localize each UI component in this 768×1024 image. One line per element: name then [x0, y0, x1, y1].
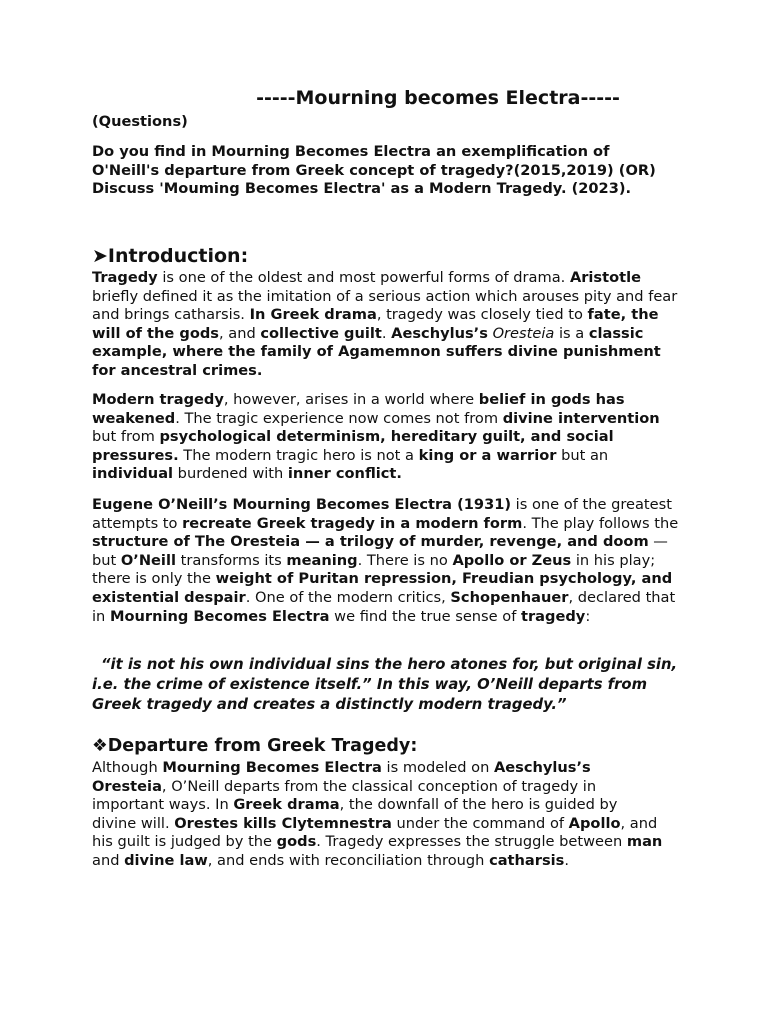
text-run: is one of the oldest and most powerful forms of drama.: [157, 269, 570, 286]
text-run: . One of the modern critics,: [245, 588, 451, 606]
text-run: classic example, where the family of Agamemnon suffers divine punishment for ancestral crimes.: [92, 324, 661, 379]
text-run: Tragedy: [92, 269, 158, 286]
text-run: Apollo or Zeus: [452, 551, 572, 569]
text-run: king or a warrior: [418, 446, 557, 464]
text-run: O’Neill: [120, 551, 176, 569]
text-run: inner conflict.: [287, 465, 402, 483]
departure-paragraph: [92, 759, 664, 871]
text-run: divine law: [124, 851, 208, 869]
text-run: collective guilt: [260, 324, 382, 342]
text-run: Aristotle: [569, 269, 641, 286]
departure-heading: [92, 734, 417, 758]
questions-label: (Questions): [92, 113, 188, 130]
intro-paragraph-3: [92, 496, 688, 626]
text-run: man: [626, 833, 663, 851]
text-run: transforms its: [175, 551, 287, 569]
quote-text: “it is not his own individual sins the hero atones for, but original sin, i.e. the crime of existence itself.” In this way, O’Neill departs from Greek tragedy and creates a distinctly modern tragedy.”: [92, 656, 678, 713]
text-run: The modern tragic hero is not a: [178, 446, 419, 464]
text-run: Orestes kills Clytemnestra: [174, 814, 392, 832]
intro-paragraph-1: [92, 269, 688, 381]
text-run: .: [381, 324, 392, 342]
text-run: Schopenhauer: [450, 588, 569, 606]
text-run: but from: [92, 428, 160, 446]
text-run: Mourning Becomes Electra: [109, 607, 330, 625]
text-run: Apollo: [568, 814, 621, 832]
text-run: tragedy: [521, 607, 586, 625]
text-run: burdened with: [173, 465, 288, 483]
text-run: but an: [556, 446, 609, 464]
text-run: , and his guilt is judged by the: [92, 814, 658, 851]
diamond-bullet-icon: ❖: [92, 736, 108, 756]
schopenhauer-quote: [92, 655, 682, 715]
text-run: , and: [218, 324, 261, 342]
text-run: catharsis: [489, 851, 565, 869]
text-run: Although: [92, 759, 163, 776]
departure-heading-text: Departure from Greek Tragedy:: [107, 736, 418, 756]
text-run: belief in gods has weakened: [92, 391, 625, 427]
text-run: individual: [92, 465, 174, 483]
text-run: is a: [554, 324, 589, 342]
text-run: .: [564, 851, 569, 869]
text-run: structure of The Oresteia — a trilogy of murder, revenge, and doom: [92, 533, 649, 551]
intro-paragraph-2: [92, 391, 680, 484]
text-run: , the downfall of the hero is guided by divine will.: [92, 796, 618, 832]
text-run: gods: [276, 833, 317, 851]
text-run: Eugene O’Neill’s Mourning Becomes Electra (1931): [92, 496, 512, 513]
text-run: . Tragedy expresses the struggle between: [316, 833, 627, 851]
text-run: and: [92, 851, 125, 869]
exam-question: Do you find in Mourning Becomes Electra an exemplification of O'Neill's departure from Greek concept of tragedy?(2015,2019) (OR) Discuss 'Mouming Becomes Electra' as a Modern Tragedy. (2023).: [92, 143, 656, 198]
introduction-heading-text: Introduction:: [107, 245, 249, 267]
text-run: Mourning Becomes Electra: [162, 759, 382, 776]
text-run: , declared that in: [92, 588, 676, 625]
text-run: is one of the greatest attempts to: [92, 496, 672, 532]
text-run: in his play; there is only the: [92, 551, 656, 588]
text-run: divine intervention: [502, 409, 660, 427]
text-run: Modern tragedy: [92, 391, 224, 408]
text-run: Aeschylus’s: [391, 324, 488, 342]
text-run: , and ends with reconciliation through: [207, 851, 490, 869]
text-run: Greek drama: [233, 796, 340, 814]
text-run: . The tragic experience now comes not from: [175, 409, 503, 427]
document-title: -----Mourning becomes Electra-----: [256, 87, 620, 109]
text-run: , O’Neill departs from the classical conception of tragedy in important ways. In: [92, 777, 597, 814]
text-run: . The play follows the: [522, 514, 679, 532]
text-run: briefly defined it as the imitation of a serious action which arouses pity and fear and brings catharsis.: [92, 287, 678, 324]
text-run: . There is no: [357, 551, 453, 569]
text-run: , tragedy was closely tied to: [376, 306, 588, 324]
text-run: meaning: [286, 551, 358, 569]
text-run: — but: [92, 533, 668, 569]
text-run: under the command of: [391, 814, 569, 832]
text-run: Oresteia: [492, 324, 555, 342]
text-run: we find the true sense of: [329, 607, 521, 625]
text-run: Aeschylus’s Oresteia: [92, 759, 591, 795]
text-run: is modeled on: [381, 759, 494, 776]
text-run: fate, the will of the gods: [92, 306, 659, 342]
text-run: recreate Greek tragedy in a modern form: [182, 514, 523, 532]
text-run: In Greek drama: [249, 306, 377, 324]
text-run: psychological determinism, hereditary guilt, and social pressures.: [92, 428, 614, 464]
text-run: :: [585, 607, 591, 625]
arrow-bullet-icon: ➤: [92, 245, 108, 267]
text-run: , however, arises in a world where: [223, 391, 479, 408]
introduction-heading: [92, 244, 248, 268]
text-run: weight of Puritan repression, Freudian psychology, and existential despair: [92, 570, 673, 606]
